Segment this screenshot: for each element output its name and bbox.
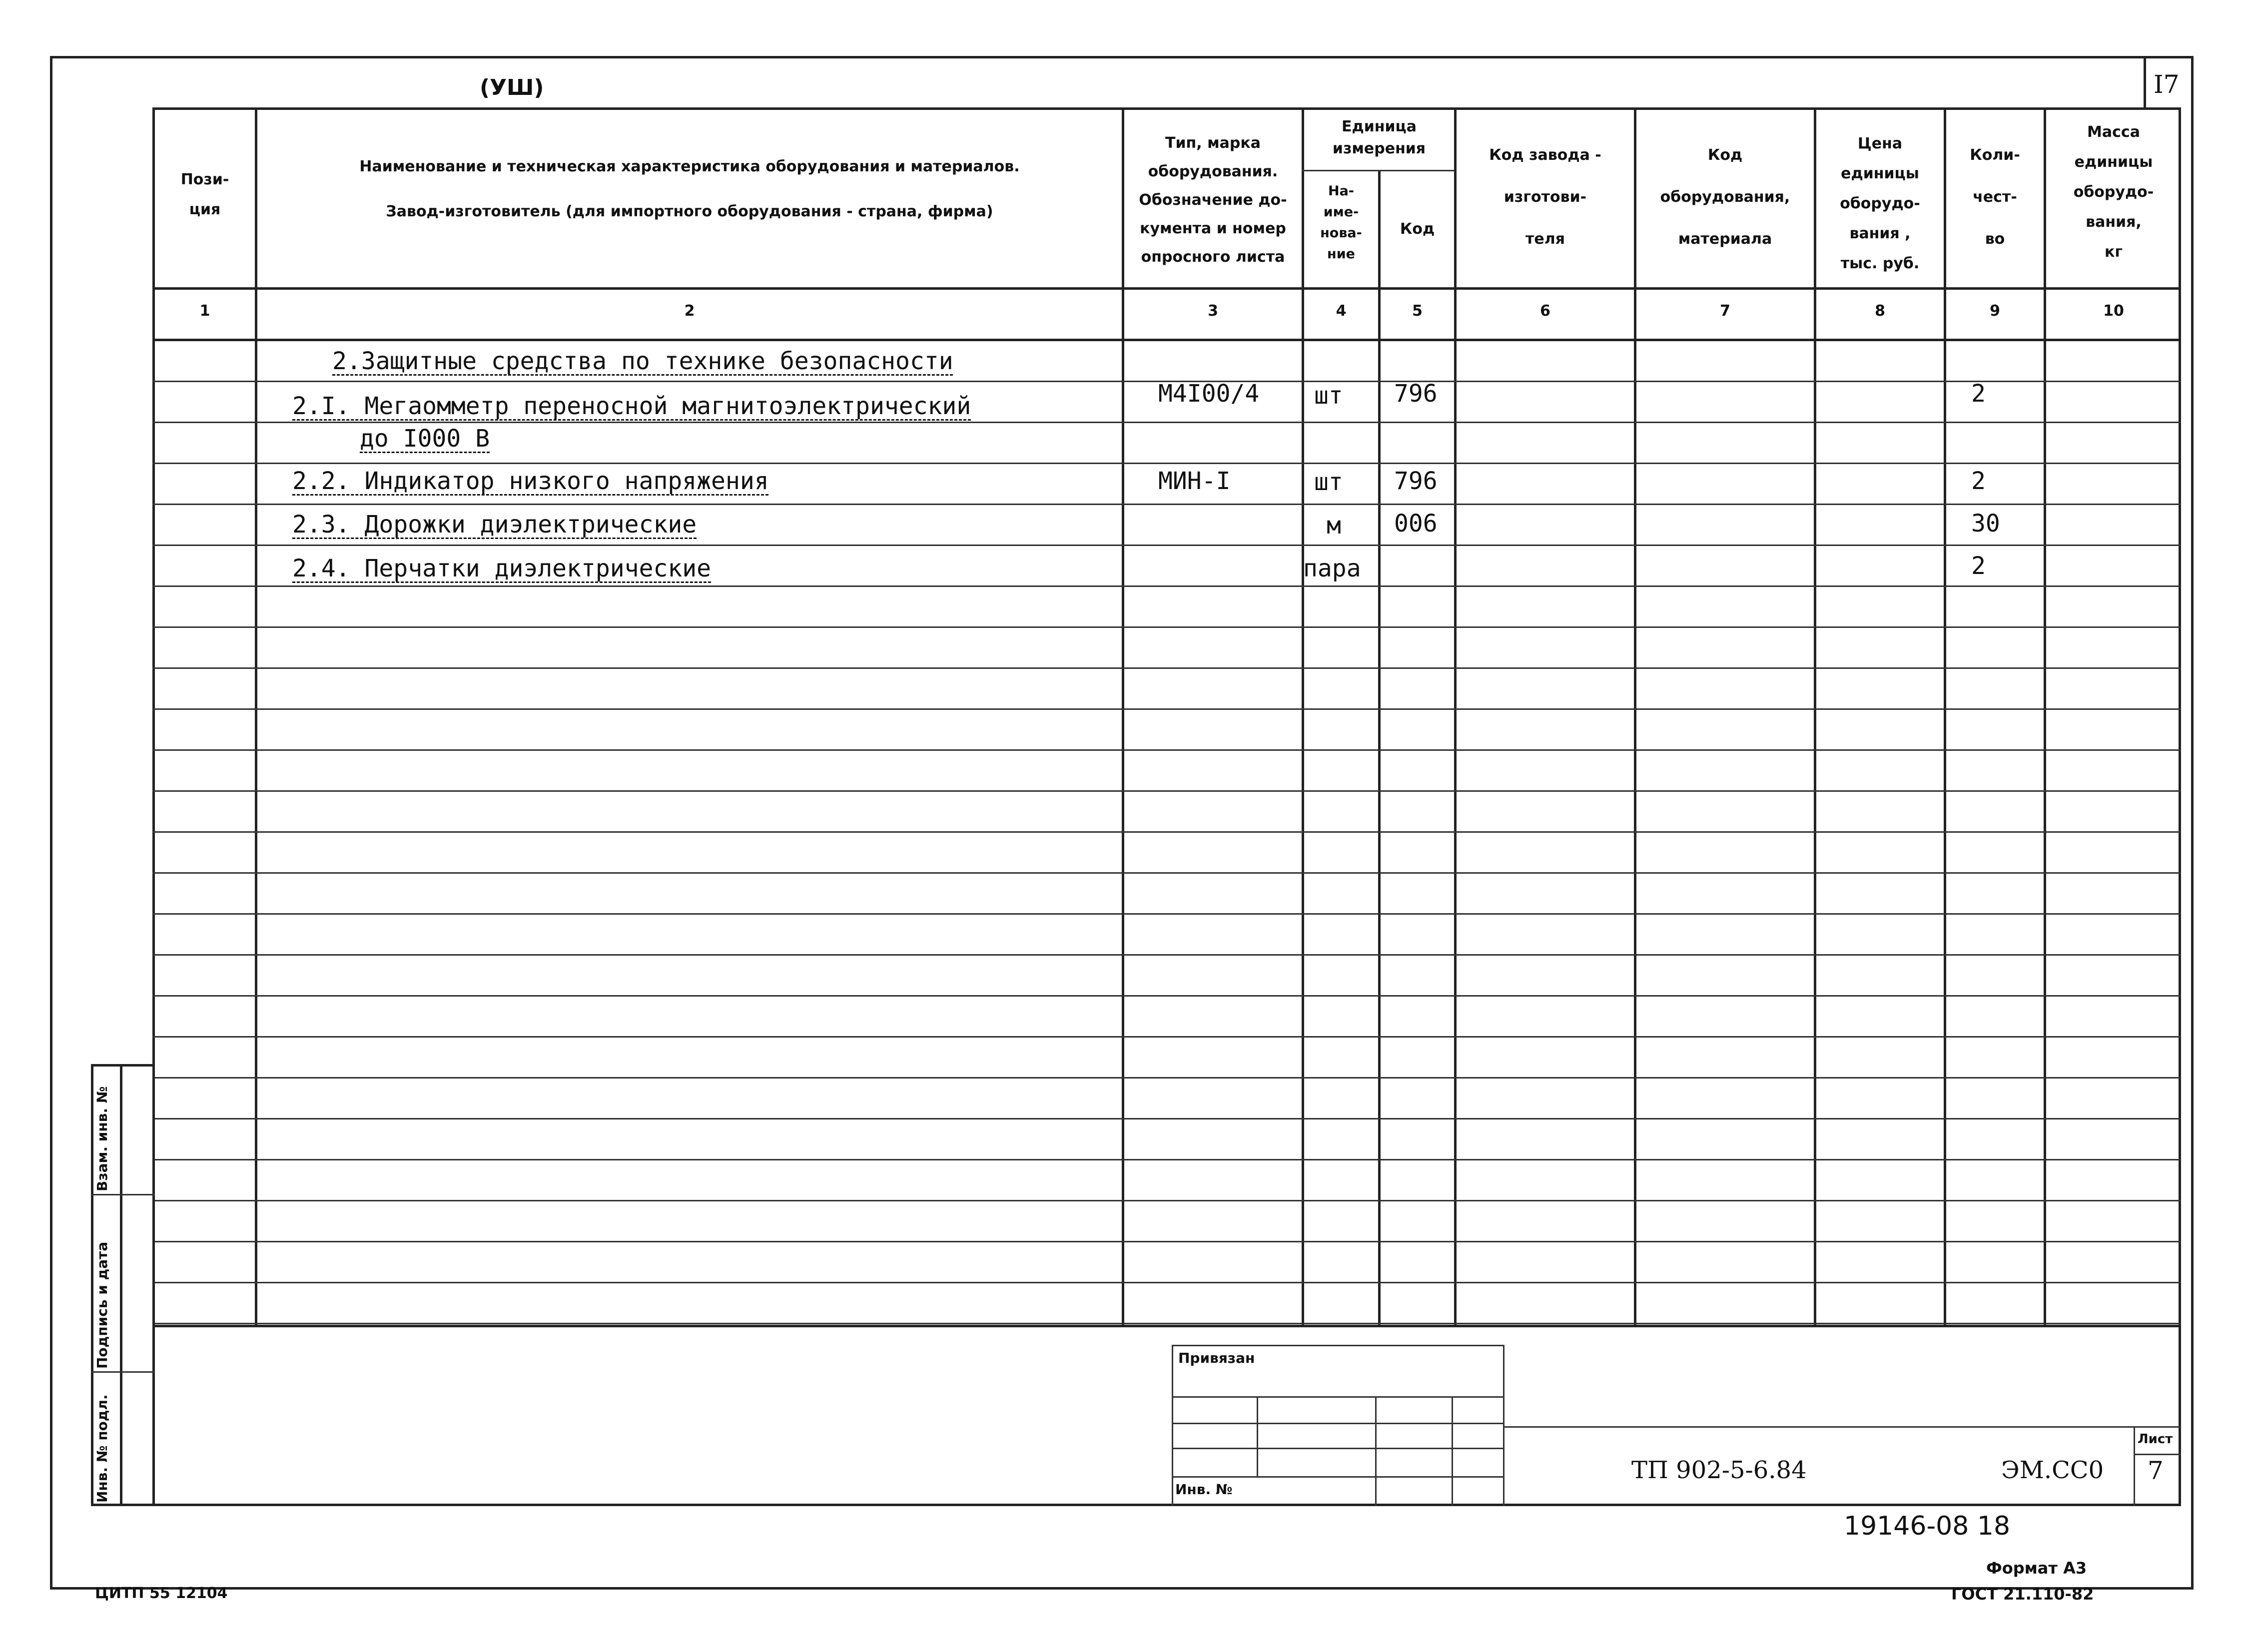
stamp-line-5 <box>1172 1476 1504 1478</box>
colnum-4: 4 <box>1336 302 1347 320</box>
stamp-inner-v1 <box>1257 1396 1258 1476</box>
list-number: 7 <box>2148 1456 2164 1485</box>
colnum-3: 3 <box>1208 302 1218 320</box>
row-grid-line <box>152 995 2181 997</box>
stamp-left-line <box>1172 1345 1173 1506</box>
header-name-line1: Наименование и техническая характеристика оборудования и материалов. <box>359 158 1020 175</box>
row-grid-line <box>152 1241 2181 1242</box>
colnum-1: 1 <box>199 302 210 320</box>
row-grid-line <box>152 872 2181 874</box>
handwritten-number: 19146-08 18 <box>1844 1511 2011 1541</box>
row-grid-line <box>152 585 2181 587</box>
col-line-2 <box>1122 107 1124 1326</box>
row-grid-line <box>152 831 2181 833</box>
stamp-line-4 <box>1172 1448 1504 1449</box>
side-strip-sep2 <box>91 1371 155 1373</box>
header-bottom-line <box>152 287 2181 290</box>
row-grid-line <box>152 1282 2181 1283</box>
row-item-code: 796 <box>1394 467 1438 495</box>
stamp-line-2 <box>1172 1396 1504 1398</box>
colnum-10: 10 <box>2103 302 2124 320</box>
row-item-name: 2.I. Мегаомметр переносной магнитоэлектрический <box>292 392 971 420</box>
row-item-code: 006 <box>1394 510 1438 538</box>
row-grid-line <box>152 422 2181 423</box>
row-grid-line <box>152 1323 2181 1324</box>
stamp-inv-no: Инв. № <box>1175 1481 1233 1498</box>
row-grid-line <box>152 1077 2181 1079</box>
colnum-7: 7 <box>1720 302 1730 320</box>
row-grid-line <box>152 504 2181 505</box>
doc-code: ТП 902-5-6.84 <box>1631 1456 1807 1484</box>
colnum-2: 2 <box>684 302 695 320</box>
stamp-inner-v3 <box>1452 1396 1453 1506</box>
col-line-8 <box>1944 107 1946 1326</box>
row-grid-line <box>152 954 2181 956</box>
colnum-8: 8 <box>1875 302 1885 320</box>
row-item-name: 2.4. Перчатки диэлектрические <box>292 554 712 582</box>
stamp-privyazan: Привязан <box>1178 1350 1255 1366</box>
row-grid-line <box>152 913 2181 915</box>
stamp-line-3 <box>1172 1423 1504 1424</box>
row-item-unit: м <box>1327 512 1341 540</box>
col-line-7 <box>1814 107 1816 1326</box>
header-unit-group: Единица измерения <box>1332 118 1426 157</box>
col-line-1 <box>255 107 257 1326</box>
row-item-qty: 30 <box>1971 510 2000 538</box>
row-item-name: 2.3. Дорожки диэлектрические <box>292 511 697 539</box>
row-grid-line <box>152 1159 2181 1160</box>
side-label-inv: Инв. № подл. <box>94 1394 110 1503</box>
sheet-top-number: I7 <box>2154 70 2180 99</box>
side-strip-divider <box>120 1064 122 1506</box>
row-grid-line <box>152 790 2181 792</box>
row-grid-line <box>152 626 2181 628</box>
stamp-inner-v2 <box>1375 1396 1377 1506</box>
colnum-5: 5 <box>1412 302 1423 320</box>
header-unit-name: На- име- нова- ние <box>1320 183 1362 262</box>
sheet-number-box-divider <box>2144 56 2146 108</box>
row-item-code: 796 <box>1394 380 1438 408</box>
row-item-qty: 2 <box>1971 380 1986 408</box>
row-item-qty: 2 <box>1971 552 1986 580</box>
col-line-9 <box>2044 107 2046 1326</box>
list-box-divider <box>2134 1454 2181 1455</box>
citp-label: ЦИТП 55 12104 <box>95 1585 228 1602</box>
title-block-top <box>1503 1426 2181 1428</box>
row-grid-line <box>152 1200 2181 1201</box>
col-line-6 <box>1634 107 1636 1326</box>
row-grid-line <box>152 708 2181 710</box>
colnum-bottom-line <box>152 339 2181 341</box>
row-item-name: 2.2. Индикатор низкого напряжения <box>292 467 769 495</box>
section-label: (УШ) <box>480 75 544 100</box>
row-grid-line <box>152 1036 2181 1038</box>
row-grid-line <box>152 1118 2181 1119</box>
row-section-title: 2.Защитные средства по технике безопасности <box>332 347 953 375</box>
gost-label: ГОСТ 21.110-82 <box>1951 1585 2094 1604</box>
row-item-type: МИН-I <box>1158 467 1231 495</box>
col-line-5 <box>1454 107 1457 1326</box>
table-body-bottom-line <box>152 1325 2181 1327</box>
side-label-vzam: Взам. инв. № <box>94 1086 110 1191</box>
header-price: Цена единицы оборудо- вания , тыс. руб. <box>1840 135 1920 272</box>
list-box-left <box>2134 1426 2135 1506</box>
header-unit-code: Код <box>1400 220 1435 238</box>
col-line-4 <box>1378 170 1381 1326</box>
list-label: Лист <box>2138 1432 2173 1447</box>
doc-suffix: ЭМ.СС0 <box>2001 1456 2104 1484</box>
side-label-podpis: Подпись и дата <box>94 1241 110 1369</box>
header-position: Пози- ция <box>180 171 229 218</box>
header-name-line2: Завод-изготовитель (для импортного оборудования - страна, фирма) <box>386 203 993 220</box>
header-factory-code: Код завода - изготови- теля <box>1489 146 1601 248</box>
colnum-9: 9 <box>1990 302 2000 320</box>
header-quantity: Коли- чест- во <box>1970 146 2020 248</box>
row-grid-line <box>152 749 2181 751</box>
unit-group-divider <box>1302 170 1454 171</box>
row-grid-line <box>152 463 2181 464</box>
row-grid-line <box>152 545 2181 546</box>
row-item-type: М4I00/4 <box>1158 380 1260 408</box>
header-mass: Масса единицы оборудо- вания, кг <box>2073 123 2154 261</box>
row-grid-line <box>152 667 2181 669</box>
stamp-right-line <box>1503 1345 1504 1506</box>
col-line-3 <box>1302 107 1304 1326</box>
colnum-6: 6 <box>1540 302 1550 320</box>
row-item-name: до I000 В <box>360 425 490 453</box>
header-equipment-code: Код оборудования, материала <box>1660 146 1790 248</box>
row-item-unit: пара <box>1303 554 1361 582</box>
row-item-unit: шт <box>1314 468 1343 496</box>
stamp-top-line <box>1172 1345 1504 1346</box>
side-strip-sep1 <box>91 1194 155 1195</box>
header-type: Тип, марка оборудования. Обозначение до- кумента и номер опросного листа <box>1139 134 1287 266</box>
format-label: Формат А3 <box>1986 1559 2087 1578</box>
row-item-qty: 2 <box>1971 467 1986 495</box>
row-item-unit: шт <box>1314 382 1343 410</box>
